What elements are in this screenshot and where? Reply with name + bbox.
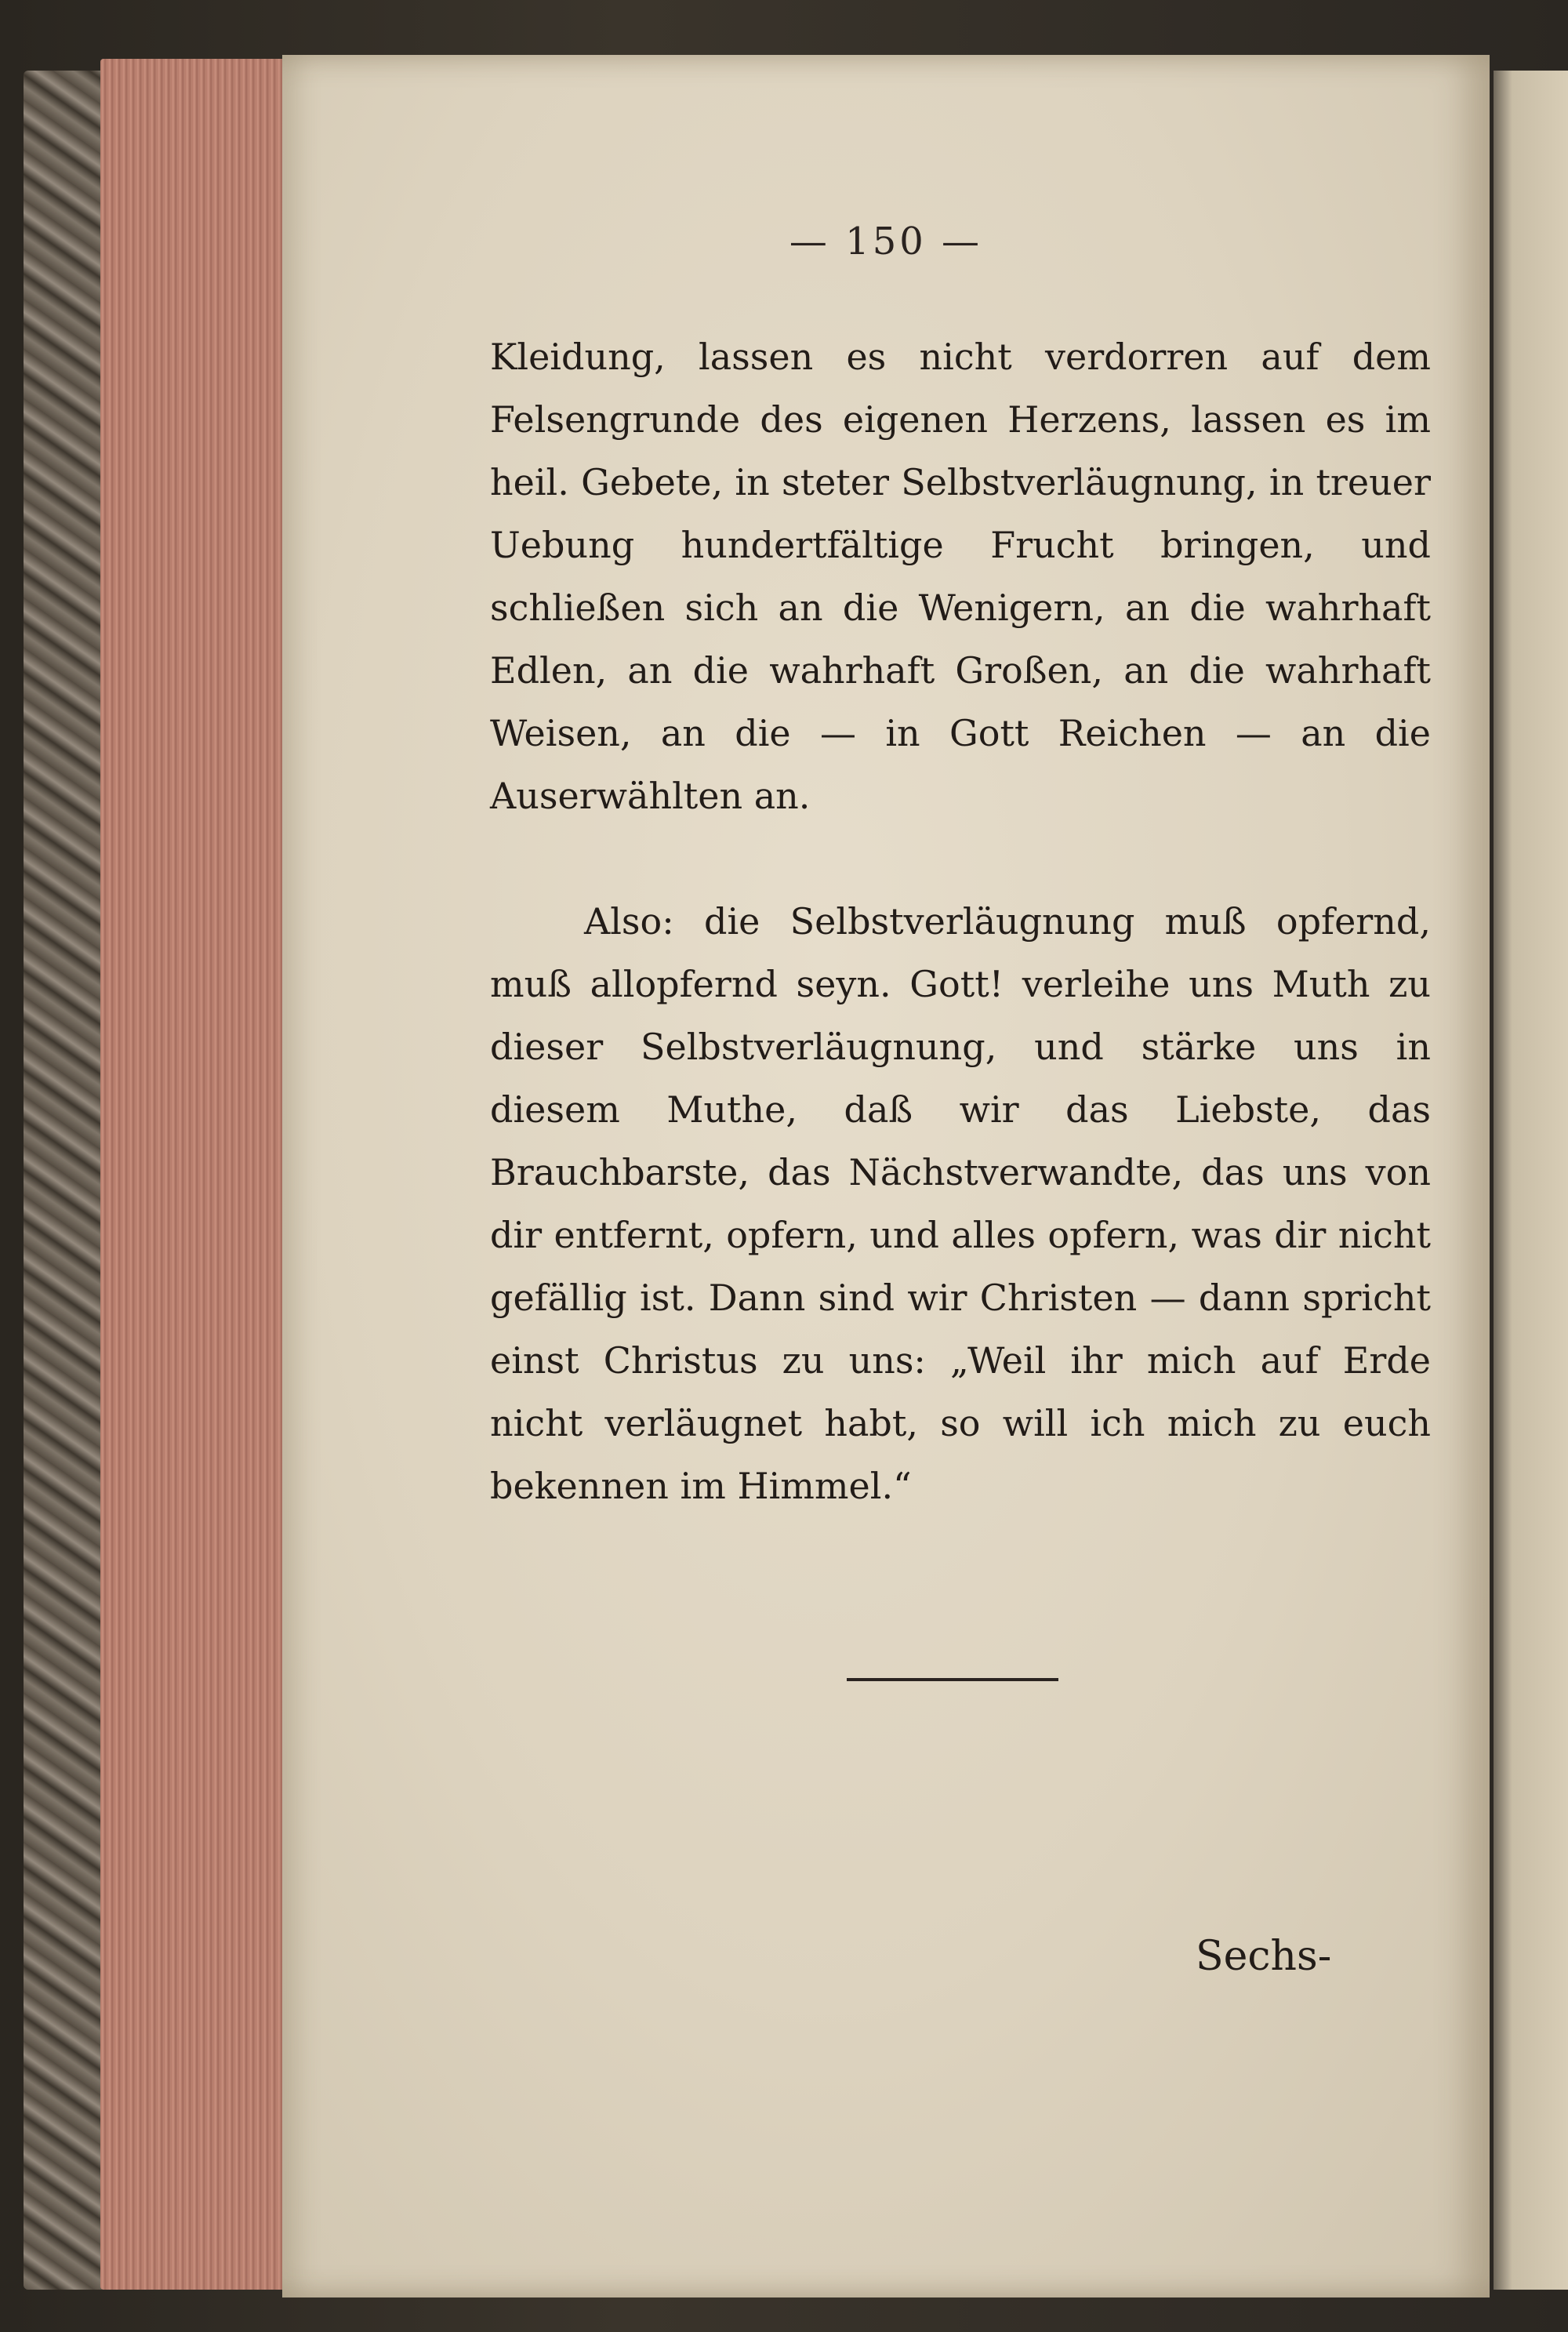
paragraph-1-text: Kleidung, lassen es nicht verdorren auf dem Felsengrunde des eigenen Herzens, lassen es im heil. Gebete, in steter Selbstverläugnung, in treuer Uebung hundertfältige Frucht bringen, und schließen sich an die Wenigern, an die wahrhaft Edlen, an die wahrhaft Großen, an die wahrhaft Weisen, an die — in Gott Reichen — an die Auserwählten an. xyxy=(490,336,1431,817)
paragraph-2-text: Also: die Selbstverläugnung muß opfernd, muß allopfernd seyn. Gott! verleihe uns Muth zu dieser Selbstverläugnung, und stärke uns in diesem Muthe, daß wir das Liebste, das Brauchbarste, das Nächstverwandte, das uns von dir entfernt, opfern, und alles opfern, was dir nicht gefällig ist. Dann sind wir Christen — dann spricht einst Christus zu uns: „Weil ihr mich auf Erde nicht verläugnet habt, so will ich mich zu euch bekennen im Himmel.“ xyxy=(490,900,1431,1507)
section-divider xyxy=(847,1678,1058,1681)
paragraph-2 xyxy=(490,890,1431,1517)
page-number: — 150 — xyxy=(789,220,983,263)
body-text xyxy=(490,325,1431,1517)
marbled-cover xyxy=(24,71,102,2290)
facing-page-edge xyxy=(1494,71,1568,2290)
page-edges xyxy=(100,59,282,2290)
catchword: Sechs- xyxy=(1196,1933,1332,1980)
paragraph-1 xyxy=(490,325,1431,827)
